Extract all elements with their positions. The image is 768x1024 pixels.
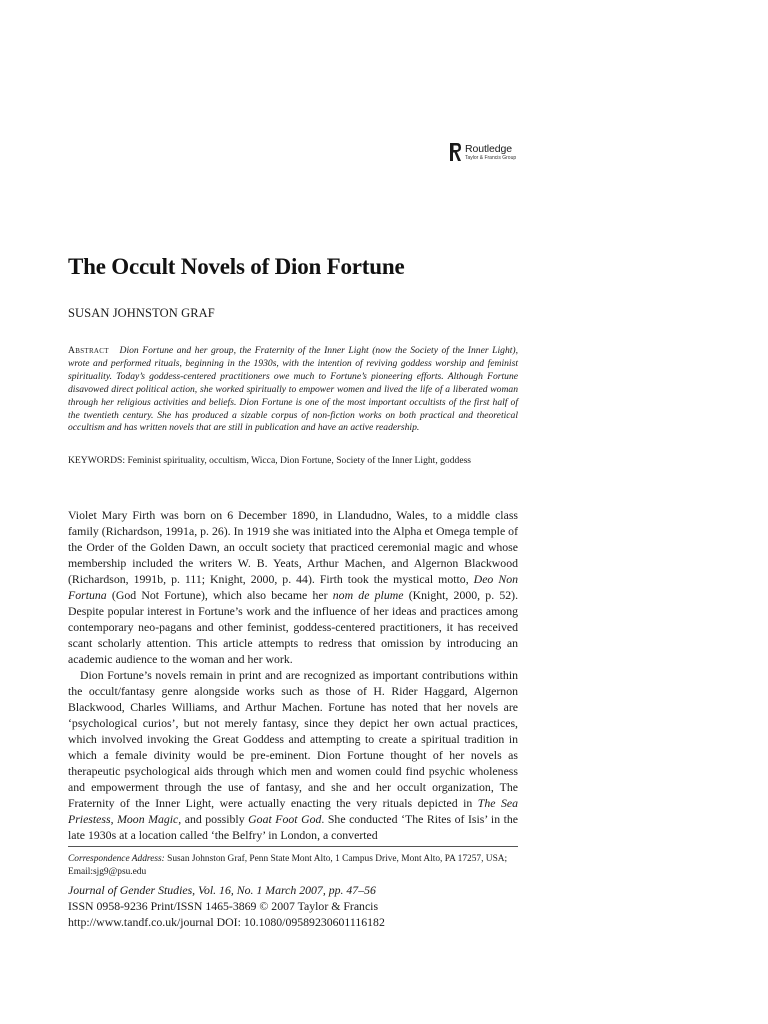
p2-book-moon-magic: Moon Magic <box>117 812 179 826</box>
article-author: SUSAN JOHNSTON GRAF <box>68 306 215 320</box>
keywords-text: Feminist spirituality, occultism, Wicca, Dion Fortune, Society of the Inner Light, goddess <box>127 455 472 466</box>
p2-text-b: , and possibly <box>178 812 245 826</box>
publisher-name: Routledge <box>465 143 512 155</box>
publisher-group: Taylor & Francis Group <box>465 154 517 161</box>
abstract-label: Abstract <box>68 345 109 356</box>
p2-text-a: Dion Fortune’s novels remain in print and are recognized as important contributions within the occult/fantasy genre alongside works such as those of H. Rider Haggard, Algernon Blackwood, Charles Williams, and Arthur Machen. Fortune has noted that her novels are ‘psychological curios’, but not merely fantasy, since they depict her own actual practices, which involved invoking the Great Goddess and attempting to create a spiritual tradition in which a female divinity would be pre-eminent. Dion Fortune thought of her novels as therapeutic psychological aids through which men and women could find psychic wholeness and empowerment through the use of fantasy, and she and her occult organization, The Fraternity of the Inner Light, were actually enacting the very rituals depicted in <box>68 668 518 810</box>
body-text <box>68 507 518 843</box>
journal-citation: Journal of Gender Studies, Vol. 16, No. 1 March 2007, pp. 47–56 <box>68 883 376 897</box>
p2-book-goat-foot-god: Goat Foot God <box>248 812 322 826</box>
routledge-r-icon <box>450 142 462 162</box>
correspondence-text: Susan Johnston Graf, Penn State Mont Alto, 1 Campus Drive, Mont Alto, PA 17257, USA; Email:sjg9@psu.edu <box>68 854 508 877</box>
p2-book-sea-priestess: The Sea Priestess <box>68 796 518 826</box>
p1-text-c: (Knight, 2000, p. 52). Despite popular interest in Fortune’s work and the influence of her ideas and practices among contemporary neo-pagans and other feminist, goddess-centered practitioners, it has received scant scholarly attention. This article attempts to redress that omission by introducing an academic audience to the woman and her work. <box>68 588 519 666</box>
p1-nom-de-plume: nom de plume <box>332 588 404 602</box>
p2-text-c: . She conducted ‘The Rites of Isis’ in the late 1930s at a location called ‘the Belfry’ in London, a converted <box>68 812 519 842</box>
p1-text-b: (God Not Fortune), which also became her <box>111 588 328 602</box>
keywords-label: KEYWORDS: <box>68 455 126 466</box>
p1-text-a: Violet Mary Firth was born on 6 December 1890, in Llandudno, Wales, to a middle class family (Richardson, 1991a, p. 26). In 1919 she was initiated into the Alpha et Omega temple of the Order of the Golden Dawn, an occult society that practiced ceremonial magic and whose membership included the writers W. B. Yeats, Arthur Machen, and Algernon Blackwood (Richardson, 1991b, p. 111; Knight, 2000, p. 44). Firth took the mystical motto, <box>68 508 518 586</box>
publisher-logo <box>450 142 516 162</box>
p2-separator: , <box>110 812 118 826</box>
correspondence-label: Correspondence Address: <box>68 854 165 864</box>
correspondence-note <box>68 853 523 878</box>
article-title: The Occult Novels of Dion Fortune <box>68 254 405 279</box>
p1-motto: Deo Non Fortuna <box>68 572 518 602</box>
issn-line: ISSN 0958-9236 Print/ISSN 1465-3869 © 2007 Taylor & Francis <box>68 899 379 913</box>
abstract <box>68 345 518 435</box>
body-paragraph-2 <box>68 667 518 843</box>
footnote-divider <box>68 846 518 847</box>
url-doi-line[interactable]: http://www.tandf.co.uk/journal DOI: 10.1080/09589230601116182 <box>68 915 385 929</box>
keywords <box>68 454 518 467</box>
abstract-text: Dion Fortune and her group, the Fraternity of the Inner Light (now the Society of the Inner Light), wrote and performed rituals, beginning in the 1930s, with the intention of reviving goddess worship and feminist spirituality. Today’s goddess-centered practitioners owe much to Fortune’s pioneering efforts. Although Fortune disavowed direct political action, she worked spiritually to empower women and lived the life of a liberated woman through her religious activities and beliefs. Dion Fortune is one of the most important occultists of the first half of the twentieth century. She has produced a sizable corpus of non-fiction works on both practical and theoretical occultism and has written novels that are still in publication and have an active readership. <box>68 345 518 434</box>
body-paragraph-1 <box>68 507 518 667</box>
journal-info <box>68 882 528 930</box>
